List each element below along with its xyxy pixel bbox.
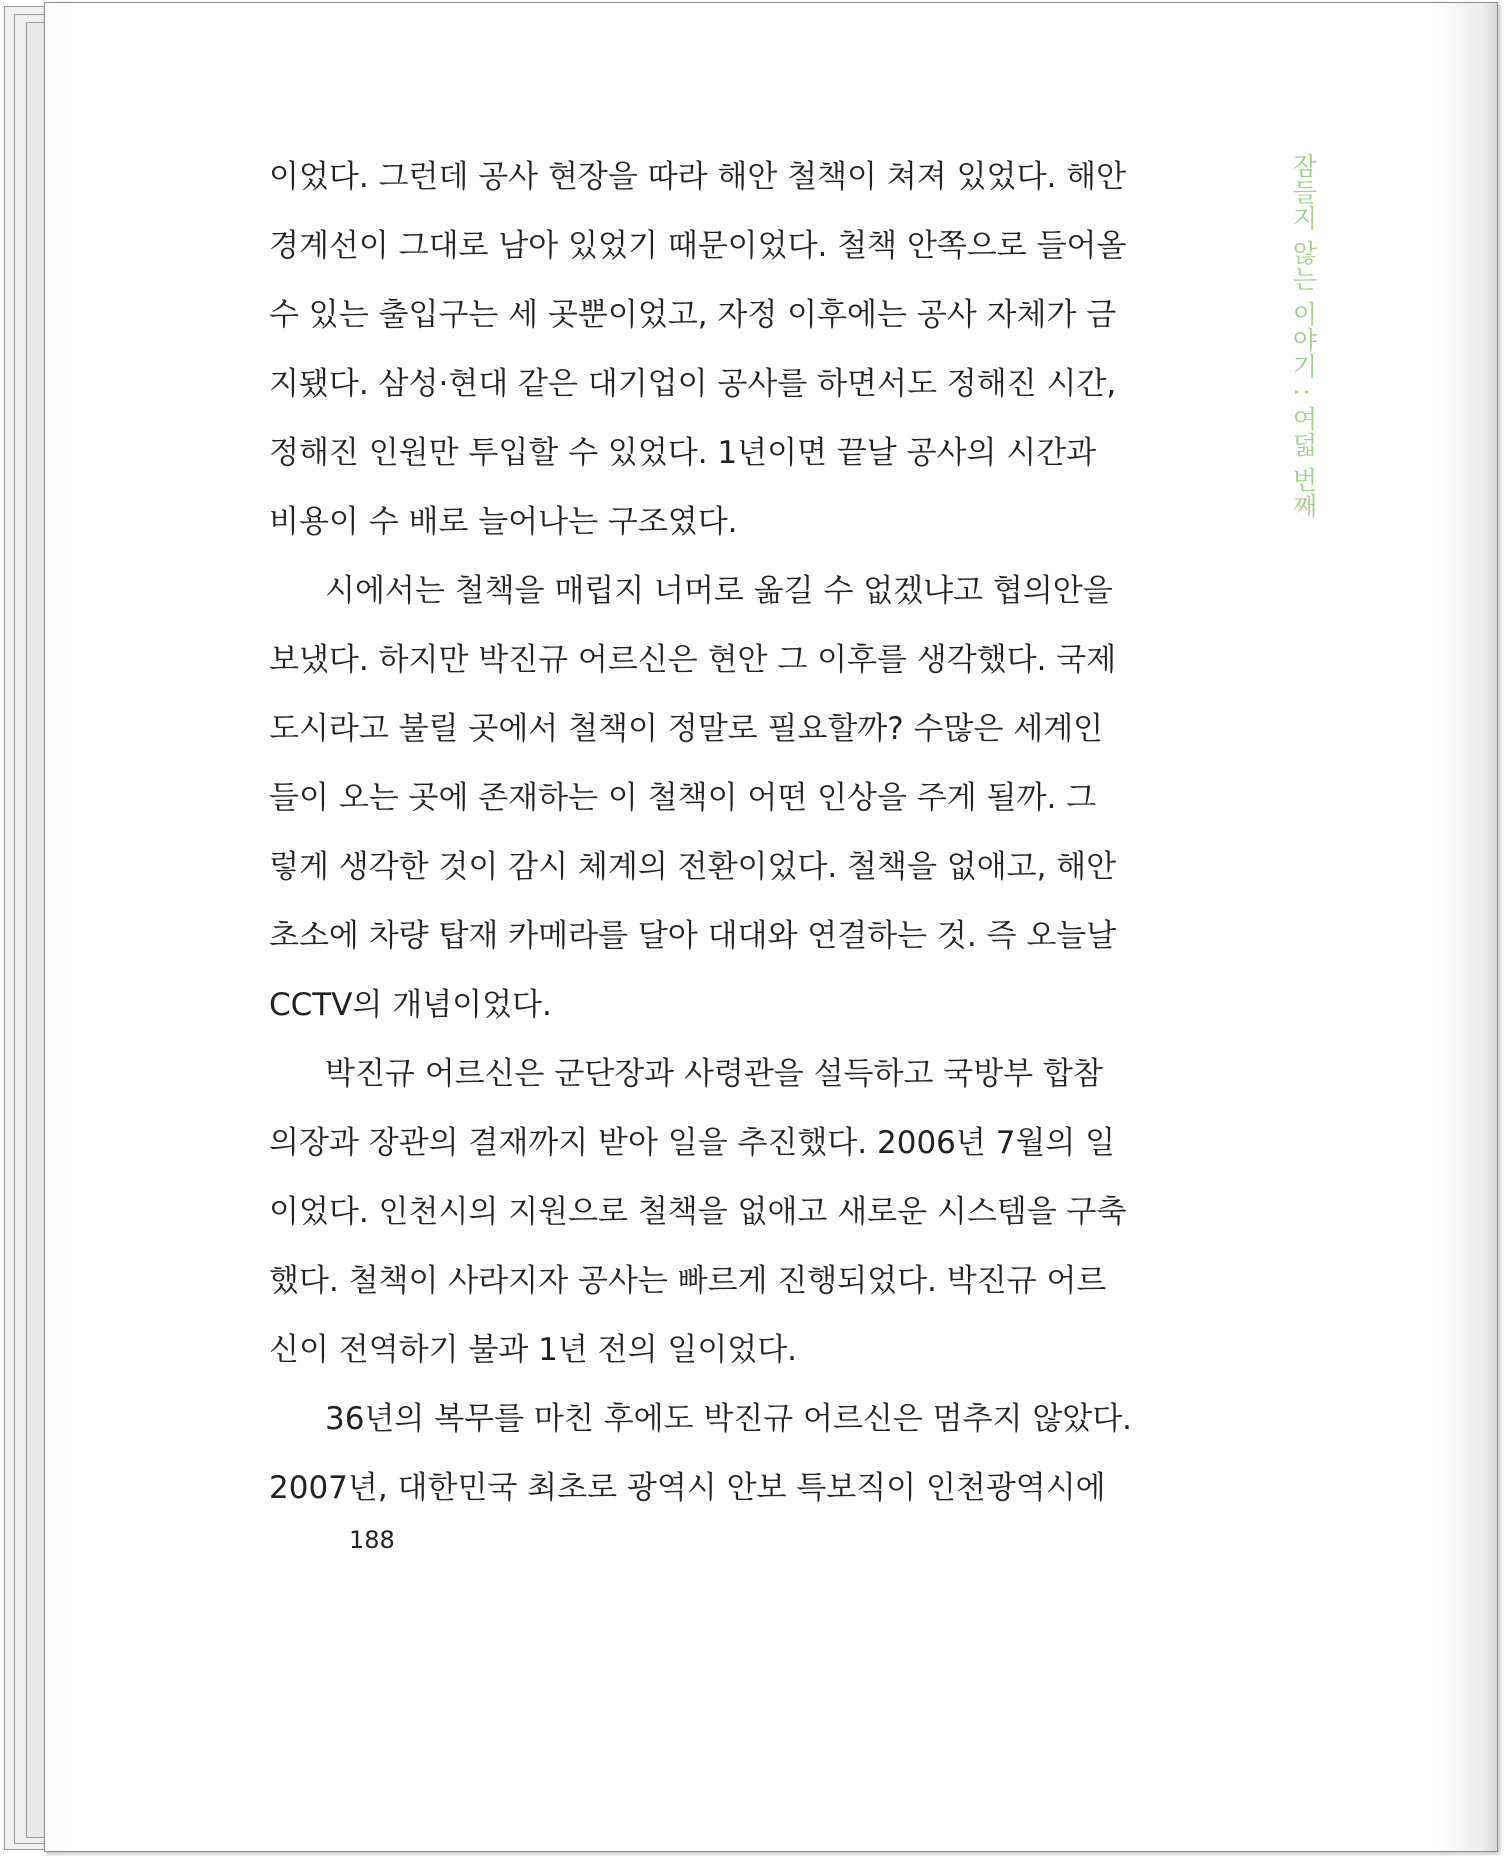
text-line: 도시라고 불릴 곳에서 철책이 정말로 필요할까? 수많은 세계인 bbox=[269, 711, 1104, 747]
book-page bbox=[44, 2, 1498, 1852]
text-line: 이었다. 인천시의 지원으로 철책을 없애고 새로운 시스템을 구축 bbox=[269, 1194, 1127, 1230]
text-line: 보냈다. 하지만 박진규 어르신은 현안 그 이후를 생각했다. 국제 bbox=[269, 642, 1117, 678]
text-line: 이었다. 그런데 공사 현장을 따라 해안 철책이 쳐져 있었다. 해안 bbox=[269, 159, 1127, 195]
body-text bbox=[269, 143, 1133, 1523]
text-line: 박진규 어르신은 군단장과 사령관을 설득하고 국방부 합참 bbox=[325, 1056, 1103, 1092]
text-line: 시에서는 철책을 매립지 너머로 옮길 수 없겠냐고 협의안을 bbox=[325, 573, 1113, 609]
running-head: 잠들지 않는 이야기 : 여덟 번째 bbox=[1289, 153, 1318, 520]
text-line: 수 있는 출입구는 세 곳뿐이었고, 자정 이후에는 공사 자체가 금 bbox=[269, 297, 1117, 333]
text-line: 들이 오는 곳에 존재하는 이 철책이 어떤 인상을 주게 될까. 그 bbox=[269, 780, 1097, 816]
text-line: 정해진 인원만 투입할 수 있었다. 1년이면 끝날 공사의 시간과 bbox=[269, 435, 1097, 471]
text-line: 2007년, 대한민국 최초로 광역시 안보 특보직이 인천광역시에 bbox=[269, 1470, 1106, 1506]
text-line: CCTV의 개념이었다. bbox=[269, 987, 552, 1023]
text-line: 초소에 차량 탑재 카메라를 달아 대대와 연결하는 것. 즉 오늘날 bbox=[269, 918, 1117, 954]
text-line: 비용이 수 배로 늘어나는 구조였다. bbox=[269, 504, 738, 540]
text-line: 신이 전역하기 불과 1년 전의 일이었다. bbox=[269, 1332, 798, 1368]
page-number: 188 bbox=[349, 1526, 395, 1554]
text-line: 했다. 철책이 사라지자 공사는 빠르게 진행되었다. 박진규 어르 bbox=[269, 1263, 1107, 1299]
text-line: 36년의 복무를 마친 후에도 박진규 어르신은 멈추지 않았다. bbox=[325, 1401, 1133, 1437]
text-line: 렇게 생각한 것이 감시 체계의 전환이었다. 철책을 없애고, 해안 bbox=[269, 849, 1117, 885]
text-line: 지됐다. 삼성·현대 같은 대기업이 공사를 하면서도 정해진 시간, bbox=[269, 366, 1117, 402]
text-line: 경계선이 그대로 남아 있었기 때문이었다. 철책 안쪽으로 들어올 bbox=[269, 228, 1127, 264]
text-line: 의장과 장관의 결재까지 받아 일을 추진했다. 2006년 7월의 일 bbox=[269, 1125, 1116, 1161]
